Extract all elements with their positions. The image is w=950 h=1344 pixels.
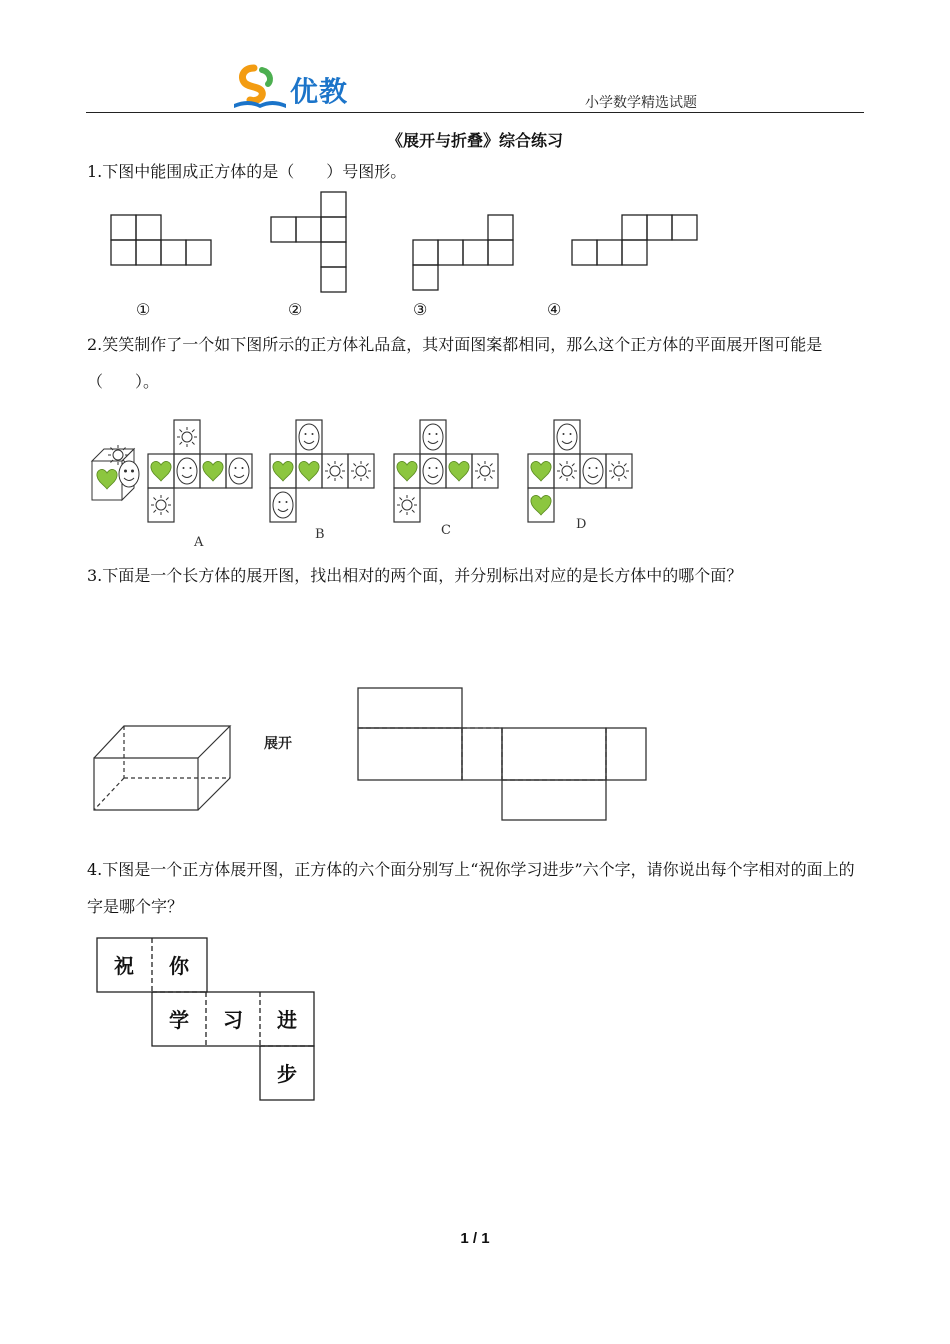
figure-4-label: ④ [547, 300, 562, 319]
header-subject: 小学数学精选试题 [585, 95, 697, 111]
char-zhu: 祝 [114, 954, 134, 978]
question-2-text: 2.笑笑制作了一个如下图所示的正方体礼品盒，其对面图案都相同，那么这个正方体的平面展开图可能是（ ）。 [87, 335, 823, 391]
figure-1-label: ① [136, 300, 151, 319]
figure-3-label: ③ [413, 300, 428, 319]
question-3-text: 3.下面是一个长方体的展开图，找出相对的两个面，并分别标出对应的是长方体中的哪个面？ [87, 566, 743, 585]
cuboid-drawing [94, 726, 230, 810]
char-jin: 进 [277, 1008, 297, 1032]
char-xue: 学 [169, 1008, 189, 1032]
option-a-label: A [194, 535, 204, 550]
header-divider [86, 112, 864, 113]
option-d-label: D [576, 517, 587, 532]
question-4-figure [94, 936, 320, 1106]
option-c-label: C [441, 523, 451, 538]
question-2-figures [86, 414, 646, 550]
worksheet-title: 《展开与折叠》综合练习 [386, 131, 563, 150]
unfold-label: 展开 [264, 736, 292, 752]
option-b-label: B [315, 527, 325, 542]
brand-logo [232, 64, 288, 110]
page-number: 1 / 1 [460, 1230, 490, 1247]
net-figure-1 [111, 215, 211, 265]
question-1-figures [100, 190, 720, 325]
net-figure-2 [271, 192, 346, 292]
question-4-text: 4.下图是一个正方体展开图，正方体的六个面分别写上“祝你学习进步”六个字，请你说出每个字相对的面上的字是哪个字？ [87, 860, 855, 916]
gift-box-cube [92, 445, 139, 500]
figure-2-label: ② [288, 300, 303, 319]
question-3-figure [90, 680, 655, 830]
char-bu: 步 [277, 1062, 297, 1086]
brand-name: 优教 [290, 75, 349, 108]
char-ni: 你 [169, 954, 189, 978]
cuboid-net [358, 688, 646, 820]
question-1-text: 1.下图中能围成正方体的是（ ）号图形。 [87, 162, 407, 181]
net-figure-4 [572, 215, 697, 265]
char-xi: 习 [223, 1008, 243, 1032]
net-figure-3 [413, 215, 513, 290]
